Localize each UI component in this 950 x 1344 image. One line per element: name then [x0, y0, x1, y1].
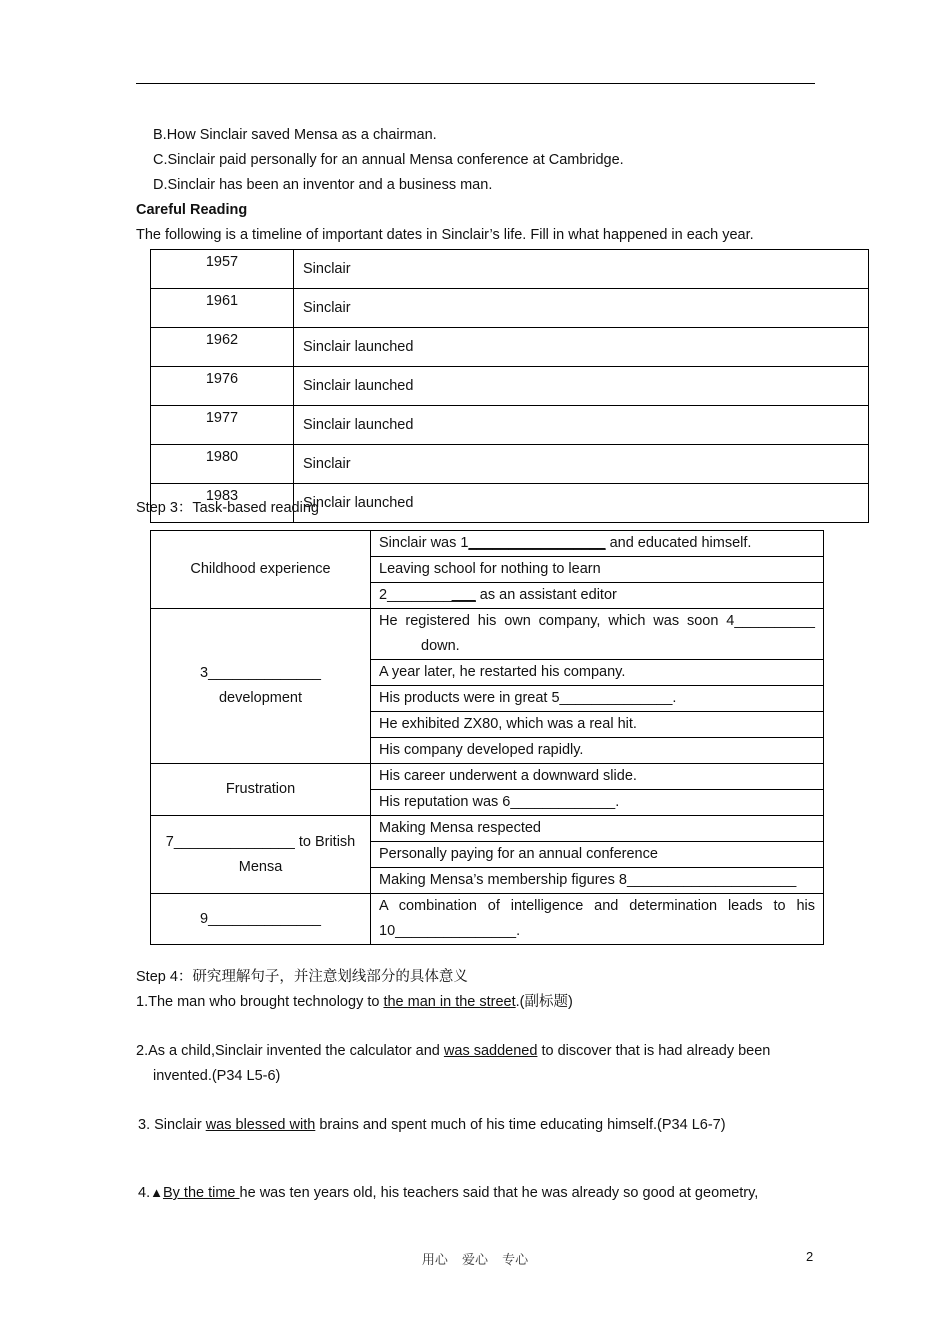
- year-cell: 1980: [151, 445, 294, 484]
- sentence-text: 3. Sinclair: [138, 1117, 206, 1133]
- year-cell: 1983: [151, 484, 294, 523]
- step3-heading: Step 3：Task-based reading: [136, 500, 319, 516]
- sentence-text: 4.: [138, 1185, 151, 1201]
- category-childhood: Childhood experience: [151, 531, 371, 609]
- task-item: A year later, he restarted his company.: [371, 660, 824, 686]
- option-d: D.Sinclair has been an inventor and a business man.: [153, 177, 493, 193]
- table-row: [151, 764, 824, 790]
- header-rule: [136, 83, 815, 84]
- category-frustration: Frustration: [151, 764, 371, 816]
- task-item: His career underwent a downward slide.: [371, 764, 824, 790]
- task-text: Sinclair was 1: [379, 535, 469, 551]
- sentence-text: 2.As a child,Sinclair invented the calculator and: [136, 1043, 444, 1059]
- task-text: He registered his own company, which was soon 4__________: [379, 613, 815, 629]
- task-text: A combination of intelligence and determination leads to his: [379, 898, 815, 914]
- task-item: His products were in great 5______________.: [371, 686, 824, 712]
- task-item: He exhibited ZX80, which was a real hit.: [371, 712, 824, 738]
- task-item: Leaving school for nothing to learn: [371, 557, 824, 583]
- task-text: down.: [421, 638, 460, 654]
- task-item: [371, 894, 824, 945]
- sentence-2-cont: invented.(P34 L5-6): [153, 1068, 281, 1084]
- task-item: His company developed rapidly.: [371, 738, 824, 764]
- task-text: and educated himself.: [605, 535, 752, 551]
- year-cell: 1977: [151, 406, 294, 445]
- timeline-table: [150, 249, 869, 523]
- year-cell: 1957: [151, 250, 294, 289]
- table-row: [151, 531, 824, 557]
- table-row: [151, 289, 869, 328]
- table-row: [151, 406, 869, 445]
- blank-2: 2________: [379, 587, 452, 603]
- triangle-icon: ▲: [150, 1185, 163, 1200]
- sentence-text: he was ten years old, his teachers said that he was already so good at geometry,: [239, 1185, 759, 1201]
- event-cell: Sinclair: [294, 289, 869, 328]
- event-cell: Sinclair: [294, 445, 869, 484]
- blank-10: 10_______________.: [379, 923, 521, 939]
- event-cell: Sinclair: [294, 250, 869, 289]
- task-item: His reputation was 6_____________.: [371, 790, 824, 816]
- task-item: [371, 583, 824, 609]
- timeline-instruction: The following is a timeline of important dates in Sinclair’s life. Fill in what happened in each year.: [136, 227, 754, 243]
- category-label: Mensa: [238, 858, 283, 875]
- sentence-1: [136, 992, 573, 1012]
- page-number: 2: [806, 1249, 814, 1264]
- table-row: [151, 250, 869, 289]
- task-item: [371, 609, 824, 660]
- sentence-3: [138, 1115, 726, 1135]
- blank-3: 3______________: [200, 665, 321, 681]
- year-cell: 1961: [151, 289, 294, 328]
- option-b: B.How Sinclair saved Mensa as a chairman.: [153, 127, 437, 143]
- task-table: [150, 530, 824, 945]
- event-cell: Sinclair launched: [294, 406, 869, 445]
- category-mensa: [151, 816, 371, 894]
- underlined-phrase: the man in the street: [383, 994, 516, 1010]
- blank-7: 7_______________ to British: [165, 833, 356, 850]
- event-cell: Sinclair launched: [294, 367, 869, 406]
- careful-reading-heading: Careful Reading: [136, 202, 248, 218]
- blank-2-underline: ___: [451, 587, 476, 603]
- task-item: [371, 531, 824, 557]
- sentence-text: brains and spent much of his time educating himself.(P34 L6-7): [315, 1117, 726, 1133]
- blank-1: _________________: [468, 535, 606, 551]
- step4-heading: Step 4：研究理解句子，并注意划线部分的具体意义: [136, 969, 468, 985]
- sentence-2: [136, 1041, 770, 1061]
- year-cell: 1962: [151, 328, 294, 367]
- task-text: as an assistant editor: [475, 587, 617, 603]
- task-item: Making Mensa’s membership figures 8_____________________: [371, 868, 824, 894]
- table-row: [151, 328, 869, 367]
- task-item: Personally paying for an annual conference: [371, 842, 824, 868]
- option-c: C.Sinclair paid personally for an annual Mensa conference at Cambridge.: [153, 152, 624, 168]
- underlined-phrase: was blessed with: [205, 1117, 316, 1133]
- sentence-text: to discover that is had already been: [537, 1043, 771, 1059]
- sentence-text: 1.The man who brought technology to: [136, 994, 384, 1010]
- category-development: [151, 609, 371, 764]
- category-9: 9______________: [151, 894, 371, 945]
- table-row: [151, 445, 869, 484]
- sentence-4: [138, 1183, 758, 1203]
- sentence-text: .(副标题): [515, 994, 573, 1010]
- event-cell: Sinclair launched: [294, 328, 869, 367]
- table-row: [151, 816, 824, 842]
- page-footer: 用心 爱心 专心: [421, 1253, 529, 1268]
- table-row: [151, 367, 869, 406]
- underlined-phrase: was saddened: [443, 1043, 538, 1059]
- table-row: [151, 894, 824, 945]
- category-label: development: [218, 690, 303, 706]
- event-cell: Sinclair launched: [294, 484, 869, 523]
- task-item: Making Mensa respected: [371, 816, 824, 842]
- table-row: [151, 609, 824, 660]
- year-cell: 1976: [151, 367, 294, 406]
- underlined-phrase: By the time: [162, 1185, 240, 1201]
